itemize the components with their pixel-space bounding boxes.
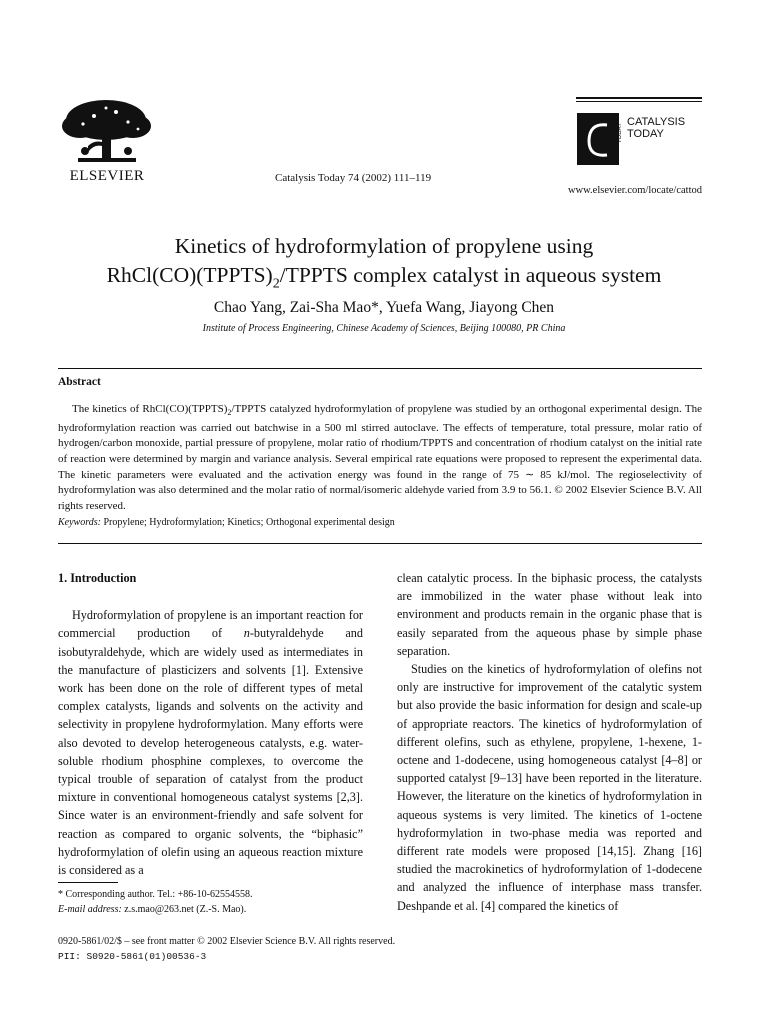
copyright-line: 0920-5861/02/$ – see front matter © 2002 Elsevier Science B.V. All rights reserved. xyxy=(58,936,396,947)
section-heading-introduction: 1. Introduction xyxy=(58,571,137,585)
keywords-label: Keywords: xyxy=(58,517,101,528)
footnote-divider xyxy=(58,882,118,883)
title-line-2: $RhCl(CO)(TPPTS)_2$/TPPTS complex catalyst in aqueous system xyxy=(106,263,662,292)
journal-vertical-text: TODAY xyxy=(617,122,623,144)
paper-title xyxy=(40,232,728,298)
journal-name-line1: CATALYSIS xyxy=(627,116,686,128)
abstract-text: The kinetics of $RhCl(CO)(TPPTS)_2$/TPPTS catalyzed hydroformylation of propylene was studied by an orthogonal experimental design. The hydroformylation reaction was carried out batchwise in a 500 ml stirred autoclave. The effects of temperature, total pressure, molar ratio of hydrogen/carbon monoxide, partial pressure of propylene, molar ratio of rhodium/TPPTS and concentration of rhodium catalyst on the initial rate of reaction were determined by margin and variance analysis. Several empirical rate equations were proposed to represent the experimental data. The kinetic parameters were evaluated and the activation energy was found in the range of 75 ∼ 85 kJ/mol. The regioselectivity of hydroformylation was also determined and the molar ratio of normal/isomeric aldehyde varied from 3.9 to 56.1. © 2002 Elsevier Science B.V. All rights reserved. xyxy=(58,403,703,512)
publisher-name: ELSEVIER xyxy=(69,168,145,184)
body-column-left xyxy=(58,569,363,879)
journal-name-line2: TODAY xyxy=(627,128,664,140)
title-line-1: Kinetics of hydroformylation of propylene using xyxy=(174,234,594,258)
journal-name xyxy=(627,116,685,140)
intro-paragraph-1: Hydroformylation of propylene is an important reaction for commercial production of n-butyraldehyde and isobutyraldehyde, which are widely used as intermediates in the manufacture of plasticizers and solvents [1]. Extensive work has been done on the role of different types of metal complex catalysts, ligands and solvents on the activity and selectivity in propylene hydroformylation. Many efforts were also devoted to develop heterogeneous catalysts, e.g. water-soluble rhodium phosphine complexes, to overcome the typical trouble of separation of catalyst from the product mixture in conventional homogeneous catalyst systems [2,3]. Since water is an environment-friendly and safe solvent for reaction as compared to organic solvents, the “biphasic” hydroformylation of olefin using an aqueous reaction mixture is considered as a xyxy=(58,608,363,878)
email-note: E-mail address: z.s.mao@263.net (Z.-S. Mao). xyxy=(58,904,247,915)
divider-top xyxy=(58,368,702,369)
catalysis-today-logo xyxy=(577,113,619,165)
footnotes xyxy=(58,887,363,917)
body-column-right xyxy=(397,569,702,915)
journal-citation: Catalysis Today 74 (2002) 111–119 xyxy=(275,172,432,184)
intro-paragraph-2: Studies on the kinetics of hydroformylation of olefins not only are instructive for improvement of the catalytic system but also provide the basic information for design and scale-up of appropriate reactors. The kinetics of hydroformylation of different olefins, such as ethylene, propylene, 1-hexene, 1-octene and 1-dodecene, using homogeneous catalyst [4–8] or supported catalyst [9–13] have been reported in the literature. However, the literature on the kinetics of hydroformylation in aqueous systems is very limited. The kinetics of 1-octene hydroformylation in two-phase media was reported and different rate models were proposed [14,15]. Zhang [16] studied the macrokinetics of hydroformylation of 1-dodecene and analyzed the influence of interphase mass transfer. Deshpande et al. [4] compared the kinetics of xyxy=(397,662,702,913)
pii-line: PII: S0920-5861(01)00536-3 xyxy=(58,951,207,962)
corresponding-author-note: * Corresponding author. Tel.: +86-10-62554558. xyxy=(58,889,253,900)
email-address[interactable]: z.s.mao@263.net (Z.-S. Mao). xyxy=(121,904,247,915)
divider-bottom xyxy=(58,543,702,544)
affiliation: Institute of Process Engineering, Chinese Academy of Sciences, Beijing 100080, PR China xyxy=(202,323,566,334)
keywords xyxy=(58,517,395,528)
keywords-list: Propylene; Hydroformylation; Kinetics; Orthogonal experimental design xyxy=(103,517,395,528)
journal-url-link[interactable]: www.elsevier.com/locate/cattod xyxy=(567,185,702,196)
elsevier-tree-logo xyxy=(58,96,156,166)
journal-header-rules xyxy=(576,97,702,104)
author-list: Chao Yang, Zai-Sha Mao*, Yuefa Wang, Jiayong Chen xyxy=(213,299,555,316)
copyright-block xyxy=(58,934,395,964)
abstract-heading: Abstract xyxy=(58,376,101,388)
intro-paragraph-1-continued: clean catalytic process. In the biphasic process, the catalysts are immobilized in the water phase without leak into environment and products remain in the organic phase that is easily separated from the aqueous phase by simple phase separation. xyxy=(397,571,702,658)
